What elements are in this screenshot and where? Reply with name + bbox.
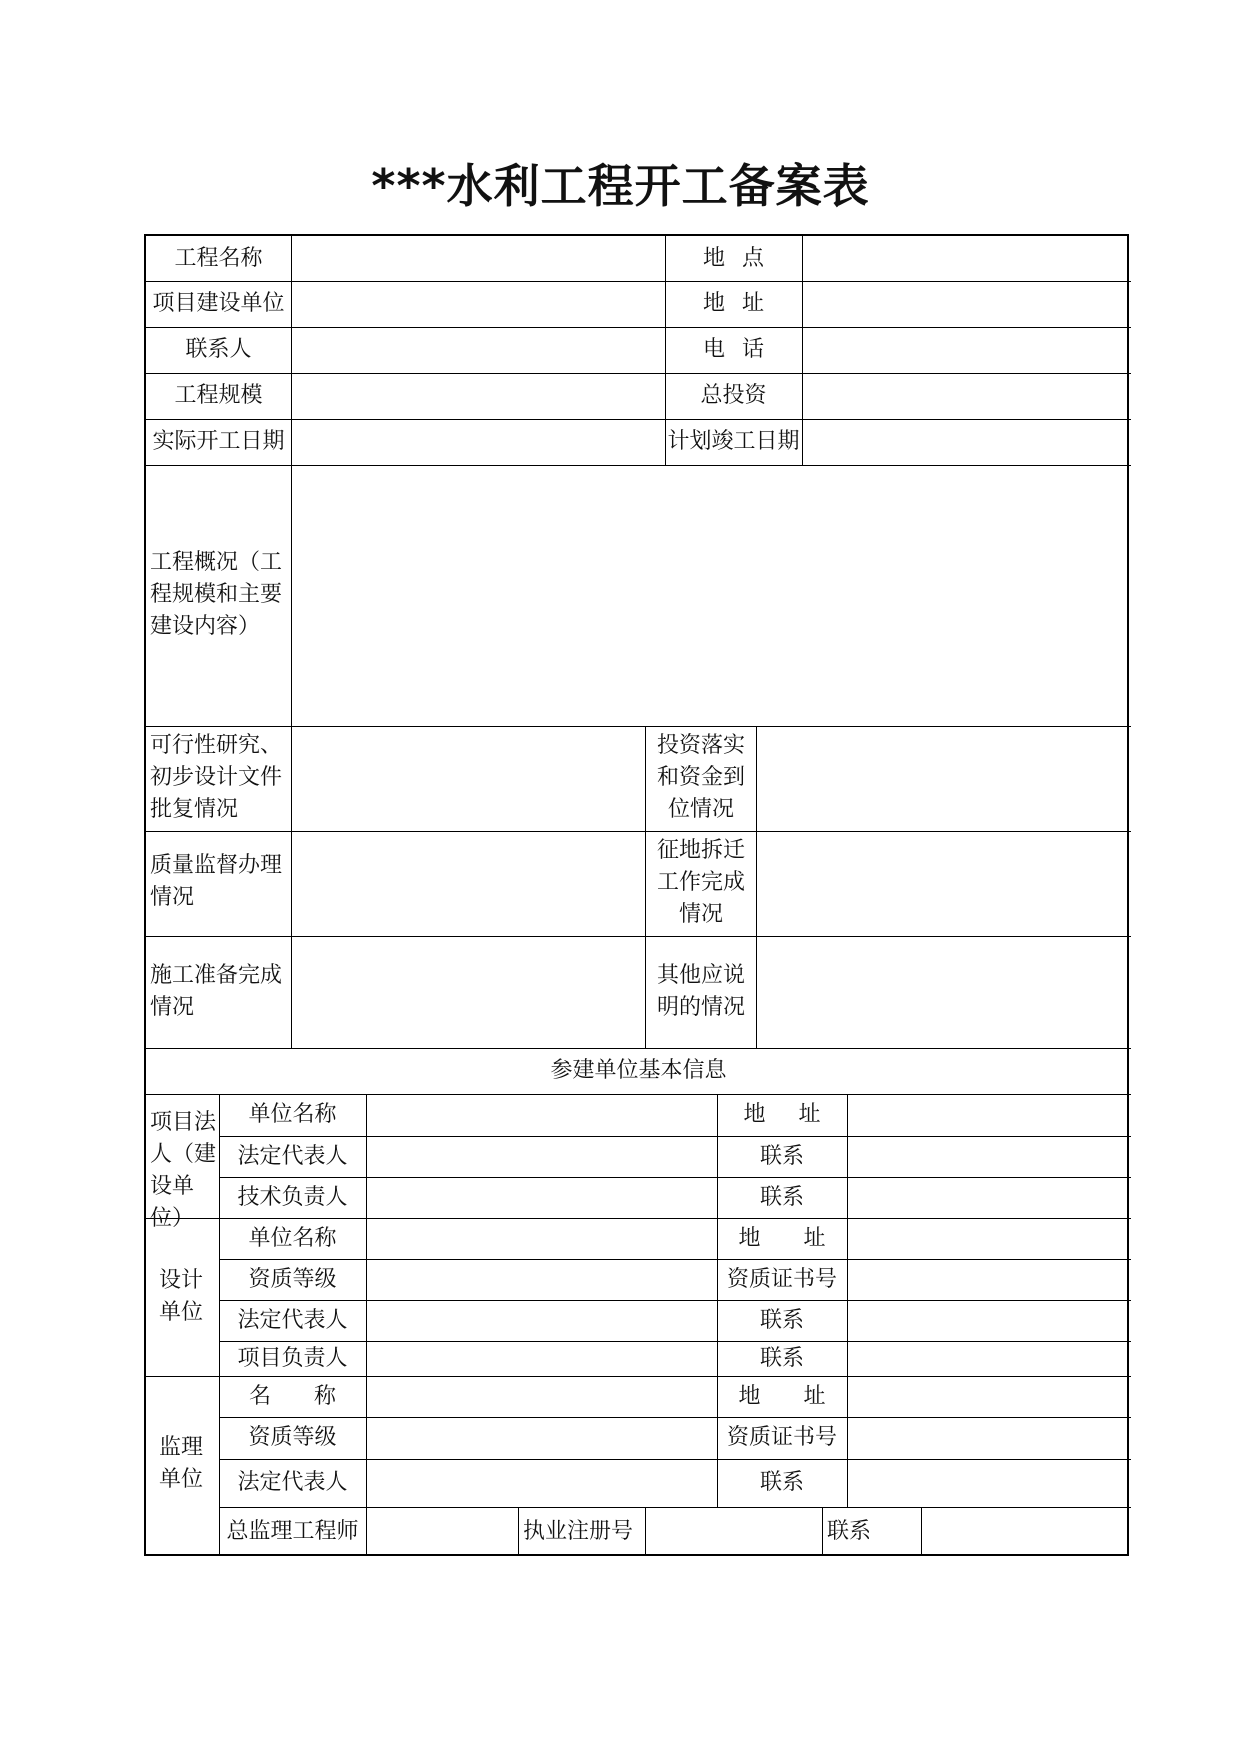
other-field[interactable] — [756, 936, 1131, 1048]
total-investment-field[interactable] — [802, 373, 1131, 419]
owner-contact2-field[interactable] — [847, 1177, 1131, 1218]
supervision-legal-rep-field[interactable] — [366, 1459, 717, 1507]
label-supervision-address: 地 址 — [738, 1384, 826, 1409]
label-design-contact2: 联系 — [759, 1346, 804, 1371]
label-supervision-contact2: 联系 — [827, 1519, 872, 1544]
supervision-name-field[interactable] — [366, 1376, 717, 1417]
label-scale: 工程规模 — [174, 383, 263, 408]
label-funding: 投资落实和资金到位情况 — [656, 733, 745, 822]
label-total-investment: 总投资 — [700, 383, 767, 408]
col-divider — [822, 1507, 823, 1556]
label-land-acquisition: 征地拆迁工作完成情况 — [656, 838, 745, 927]
phone-field[interactable] — [802, 327, 1131, 373]
builder-field[interactable] — [291, 281, 665, 327]
label-design-cert-no: 资质证书号 — [726, 1267, 837, 1292]
feasibility-field[interactable] — [291, 726, 645, 831]
owner-legal-rep-field[interactable] — [366, 1136, 717, 1177]
chief-engineer-field[interactable] — [366, 1507, 518, 1556]
label-chief-engineer: 总监理工程师 — [226, 1519, 359, 1544]
owner-address-field[interactable] — [847, 1094, 1131, 1136]
label-supervision-group: 监理单位 — [158, 1435, 203, 1492]
overview-field[interactable] — [291, 465, 1131, 726]
label-other: 其他应说明的情况 — [656, 963, 745, 1020]
label-design-project-lead: 项目负责人 — [237, 1346, 348, 1371]
col-divider — [518, 1507, 519, 1556]
supervision-contact2-field[interactable] — [921, 1507, 1131, 1556]
filing-form — [144, 234, 1129, 1556]
design-unit-name-field[interactable] — [366, 1218, 717, 1259]
label-actual-start-date: 实际开工日期 — [152, 429, 285, 454]
label-construction-prep: 施工准备完成情况 — [150, 963, 283, 1020]
design-cert-no-field[interactable] — [847, 1259, 1131, 1300]
label-project-name: 工程名称 — [174, 246, 263, 271]
label-supervision-contact1: 联系 — [759, 1470, 804, 1495]
construction-prep-field[interactable] — [291, 936, 645, 1048]
label-address: 地 址 — [703, 291, 764, 316]
label-location: 地 点 — [703, 246, 764, 271]
owner-unit-name-field[interactable] — [366, 1094, 717, 1136]
supervision-cert-no-field[interactable] — [847, 1417, 1131, 1459]
label-owner-address: 地 址 — [743, 1102, 821, 1127]
project-name-field[interactable] — [291, 236, 665, 281]
funding-field[interactable] — [756, 726, 1131, 831]
label-reg-no: 执业注册号 — [523, 1519, 634, 1544]
design-contact1-field[interactable] — [847, 1300, 1131, 1341]
design-project-lead-field[interactable] — [366, 1341, 717, 1376]
label-design-qualification: 资质等级 — [248, 1267, 337, 1292]
label-design-unit-name: 单位名称 — [248, 1226, 337, 1251]
label-builder: 项目建设单位 — [152, 291, 285, 316]
label-contact: 联系人 — [185, 337, 252, 362]
owner-contact1-field[interactable] — [847, 1136, 1131, 1177]
label-owner-tech-lead: 技术负责人 — [237, 1185, 348, 1210]
design-contact2-field[interactable] — [847, 1341, 1131, 1376]
planned-completion-date-field[interactable] — [802, 419, 1131, 465]
design-legal-rep-field[interactable] — [366, 1300, 717, 1341]
col-divider — [645, 726, 646, 1048]
label-design-legal-rep: 法定代表人 — [237, 1308, 348, 1333]
actual-start-date-field[interactable] — [291, 419, 665, 465]
land-acquisition-field[interactable] — [756, 831, 1131, 936]
label-owner-unit-name: 单位名称 — [248, 1102, 337, 1127]
label-feasibility: 可行性研究、初步设计文件批复情况 — [150, 733, 283, 822]
reg-no-field[interactable] — [645, 1507, 822, 1556]
supervision-qualification-field[interactable] — [366, 1417, 717, 1459]
label-owner-legal-rep: 法定代表人 — [237, 1144, 348, 1169]
owner-tech-lead-field[interactable] — [366, 1177, 717, 1218]
supervision-contact1-field[interactable] — [847, 1459, 1131, 1507]
design-address-field[interactable] — [847, 1218, 1131, 1259]
label-supervision-name: 名 称 — [249, 1384, 336, 1409]
design-qualification-field[interactable] — [366, 1259, 717, 1300]
label-owner-contact1: 联系 — [759, 1144, 804, 1169]
label-supervision-cert-no: 资质证书号 — [726, 1425, 837, 1450]
contact-field[interactable] — [291, 327, 665, 373]
label-phone: 电 话 — [703, 337, 764, 362]
scale-field[interactable] — [291, 373, 665, 419]
label-quality-supervision: 质量监督办理情况 — [150, 853, 283, 910]
label-design-group: 设计单位 — [158, 1268, 203, 1325]
address-field[interactable] — [802, 281, 1131, 327]
label-overview: 工程概况（工程规模和主要建设内容） — [150, 550, 283, 639]
supervision-address-field[interactable] — [847, 1376, 1131, 1417]
quality-supervision-field[interactable] — [291, 831, 645, 936]
label-supervision-qualification: 资质等级 — [248, 1425, 337, 1450]
label-design-address: 地 址 — [738, 1226, 826, 1251]
label-design-contact1: 联系 — [759, 1308, 804, 1333]
label-supervision-legal-rep: 法定代表人 — [237, 1470, 348, 1495]
label-planned-completion-date: 计划竣工日期 — [667, 429, 800, 454]
participants-header: 参建单位基本信息 — [550, 1058, 727, 1083]
location-field[interactable] — [802, 236, 1131, 281]
label-owner-contact2: 联系 — [759, 1185, 804, 1210]
page-title: ***水利工程开工备案表 — [371, 159, 870, 213]
label-owner-group: 项目法人（建设单位） — [150, 1110, 217, 1231]
